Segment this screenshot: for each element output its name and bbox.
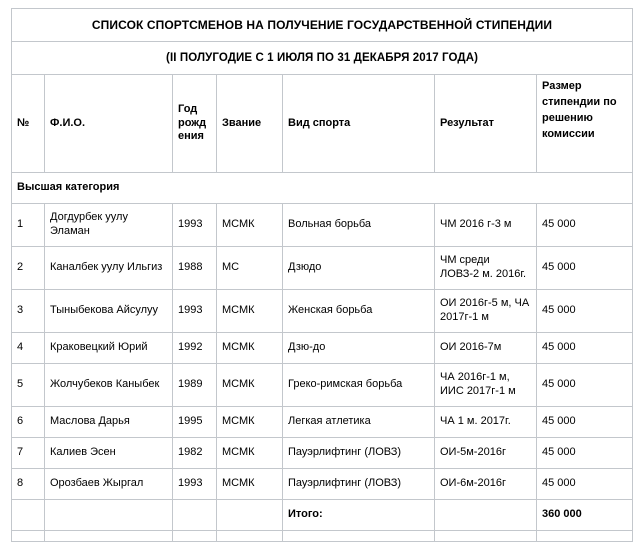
- total-spacer-name: [45, 500, 173, 531]
- cell-sport: Дзюдо: [283, 247, 435, 290]
- table-row: [12, 290, 633, 333]
- column-header-num: №: [12, 75, 45, 173]
- cell-amount: 45 000: [537, 204, 633, 247]
- cell-name: Краковецкий Юрий: [45, 333, 173, 364]
- category-label: Высшая категория: [12, 173, 633, 204]
- table-row: [12, 438, 633, 469]
- cell-year: 1992: [173, 333, 217, 364]
- document-sheet: [11, 8, 632, 542]
- cell-name: Догдурбек уулу Эламан: [45, 204, 173, 247]
- total-spacer-year: [173, 500, 217, 531]
- cell-result: ОИ-5м-2016г: [435, 438, 537, 469]
- clipped-trailing-row: [12, 531, 633, 542]
- column-header-sport: Вид спорта: [283, 75, 435, 173]
- column-header-name: Ф.И.О.: [45, 75, 173, 173]
- cell-name: Жолчубеков Каныбек: [45, 364, 173, 407]
- cell-result: ОИ 2016-7м: [435, 333, 537, 364]
- column-header-amount: Размер стипендии по решению комиссии: [537, 75, 633, 173]
- total-value: 360 000: [537, 500, 633, 531]
- table-row: [12, 204, 633, 247]
- total-label: Итого:: [283, 500, 435, 531]
- total-spacer-rank: [217, 500, 283, 531]
- cell-num: 2: [12, 247, 45, 290]
- cell-sport: Дзю-до: [283, 333, 435, 364]
- subtitle-row: [12, 42, 633, 75]
- cell-num: 3: [12, 290, 45, 333]
- table-row: [12, 469, 633, 500]
- clipped-cell-amount: [537, 531, 633, 542]
- cell-amount: 45 000: [537, 333, 633, 364]
- cell-rank: МСМК: [217, 407, 283, 438]
- cell-amount: 45 000: [537, 247, 633, 290]
- cell-num: 5: [12, 364, 45, 407]
- document-title: СПИСОК СПОРТСМЕНОВ НА ПОЛУЧЕНИЕ ГОСУДАРСТВЕННОЙ СТИПЕНДИИ: [12, 9, 633, 42]
- clipped-cell-name: [45, 531, 173, 542]
- total-spacer-result: [435, 500, 537, 531]
- cell-result: ЧА 1 м. 2017г.: [435, 407, 537, 438]
- cell-amount: 45 000: [537, 407, 633, 438]
- column-header-year: Год рождения: [173, 75, 217, 173]
- cell-result: ОИ-6м-2016г: [435, 469, 537, 500]
- table-header-row: [12, 75, 633, 173]
- title-row: [12, 9, 633, 42]
- cell-rank: МСМК: [217, 333, 283, 364]
- total-row: [12, 500, 633, 531]
- cell-year: 1988: [173, 247, 217, 290]
- table-row: [12, 247, 633, 290]
- clipped-cell-rank: [217, 531, 283, 542]
- cell-num: 7: [12, 438, 45, 469]
- cell-amount: 45 000: [537, 364, 633, 407]
- clipped-cell-sport: [283, 531, 435, 542]
- document-subtitle: (II ПОЛУГОДИЕ С 1 ИЮЛЯ ПО 31 ДЕКАБРЯ 2017 ГОДА): [12, 42, 633, 75]
- table-row: [12, 364, 633, 407]
- column-header-rank: Звание: [217, 75, 283, 173]
- cell-year: 1993: [173, 290, 217, 333]
- cell-amount: 45 000: [537, 438, 633, 469]
- cell-result: ЧА 2016г-1 м, ИИС 2017г-1 м: [435, 364, 537, 407]
- column-header-result: Результат: [435, 75, 537, 173]
- cell-sport: Вольная борьба: [283, 204, 435, 247]
- cell-year: 1995: [173, 407, 217, 438]
- cell-name: Тыныбекова Айсулуу: [45, 290, 173, 333]
- cell-rank: МСМК: [217, 290, 283, 333]
- cell-result: ОИ 2016г-5 м, ЧА 2017г-1 м: [435, 290, 537, 333]
- cell-sport: Греко-римская борьба: [283, 364, 435, 407]
- cell-amount: 45 000: [537, 469, 633, 500]
- cell-sport: Пауэрлифтинг (ЛОВЗ): [283, 438, 435, 469]
- category-row: [12, 173, 633, 204]
- cell-result: ЧМ среди ЛОВЗ-2 м. 2016г.: [435, 247, 537, 290]
- cell-rank: МСМК: [217, 204, 283, 247]
- cell-rank: МСМК: [217, 469, 283, 500]
- cell-rank: МС: [217, 247, 283, 290]
- cell-name: Орозбаев Жыргал: [45, 469, 173, 500]
- cell-sport: Пауэрлифтинг (ЛОВЗ): [283, 469, 435, 500]
- cell-result: ЧМ 2016 г-3 м: [435, 204, 537, 247]
- table-row: [12, 333, 633, 364]
- cell-num: 8: [12, 469, 45, 500]
- cell-num: 6: [12, 407, 45, 438]
- stipend-table: [11, 8, 633, 542]
- clipped-cell-year: [173, 531, 217, 542]
- cell-year: 1993: [173, 469, 217, 500]
- table-row: [12, 407, 633, 438]
- cell-num: 1: [12, 204, 45, 247]
- cell-name: Каналбек уулу Ильгиз: [45, 247, 173, 290]
- cell-rank: МСМК: [217, 364, 283, 407]
- cell-sport: Женская борьба: [283, 290, 435, 333]
- cell-name: Калиев Эсен: [45, 438, 173, 469]
- cell-year: 1993: [173, 204, 217, 247]
- cell-year: 1989: [173, 364, 217, 407]
- cell-year: 1982: [173, 438, 217, 469]
- cell-sport: Легкая атлетика: [283, 407, 435, 438]
- cell-num: 4: [12, 333, 45, 364]
- cell-amount: 45 000: [537, 290, 633, 333]
- total-spacer-num: [12, 500, 45, 531]
- cell-rank: МСМК: [217, 438, 283, 469]
- cell-name: Маслова Дарья: [45, 407, 173, 438]
- clipped-cell-num: [12, 531, 45, 542]
- clipped-cell-result: [435, 531, 537, 542]
